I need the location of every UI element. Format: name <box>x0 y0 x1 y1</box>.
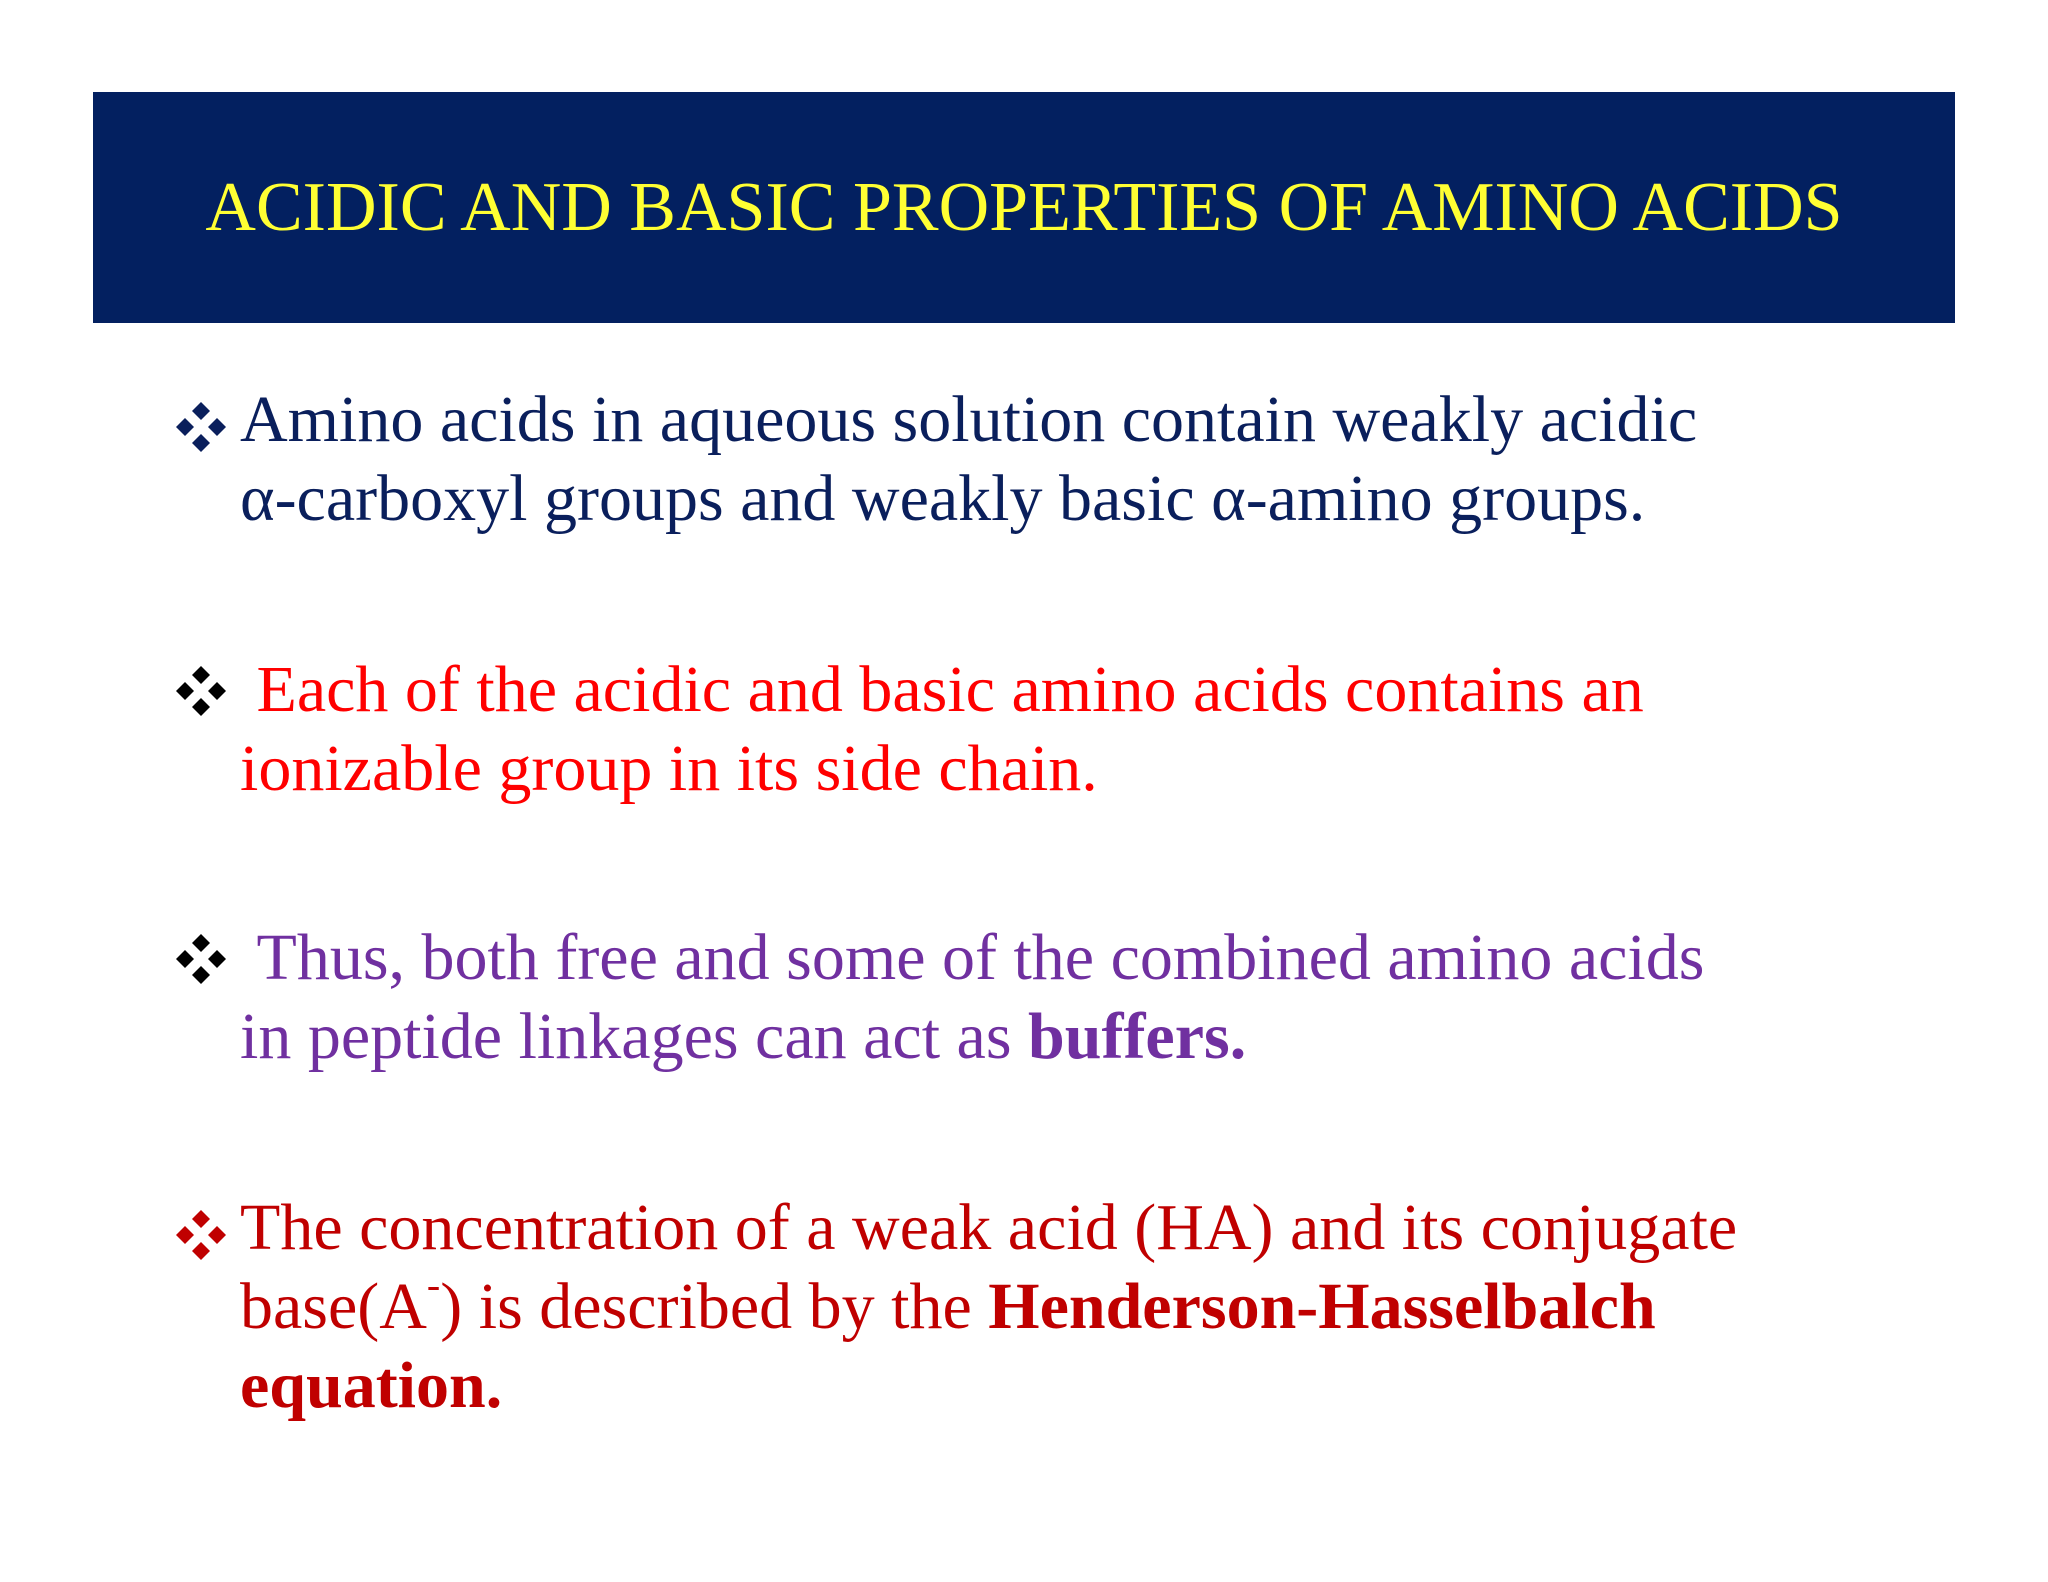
bullet-1-text <box>240 380 1920 538</box>
bullet-3-line1: Thus, both free and some of the combined amino acids <box>240 921 1705 994</box>
bullet-1-line2: α-carboxyl groups and weakly basic α-amino groups. <box>240 462 1646 535</box>
title-bar <box>93 92 1955 323</box>
bullet-4-line2-start: base(A <box>240 1270 427 1343</box>
bullet-4-superscript: - <box>426 1262 441 1307</box>
bullet-3-buffers: buffers. <box>1028 1000 1247 1073</box>
bullet-2-text <box>240 650 1920 808</box>
bullet-4-equation: equation. <box>240 1349 503 1422</box>
four-diamond-icon <box>174 664 228 718</box>
bullet-4-text <box>240 1188 1920 1425</box>
four-diamond-icon <box>174 932 228 986</box>
bullet-4-line1: The concentration of a weak acid (HA) and its conjugate <box>240 1191 1738 1264</box>
bullet-2-line1: Each of the acidic and basic amino acids contains an <box>240 653 1644 726</box>
bullet-3-text <box>240 918 1920 1076</box>
bullet-4-line2-middle: ) is described by the <box>440 1270 989 1343</box>
bullet-4-hh-name: Henderson-Hasselbalch <box>988 1270 1656 1343</box>
bullet-1-line1: Amino acids in aqueous solution contain weakly acidic <box>240 383 1698 456</box>
bullet-2-line2: ionizable group in its side chain. <box>240 732 1098 805</box>
slide-title: ACIDIC AND BASIC PROPERTIES OF AMINO ACIDS <box>205 168 1843 246</box>
bullet-3-line2: in peptide linkages can act as <box>240 1000 1029 1073</box>
four-diamond-icon <box>174 400 228 454</box>
four-diamond-icon <box>174 1208 228 1262</box>
